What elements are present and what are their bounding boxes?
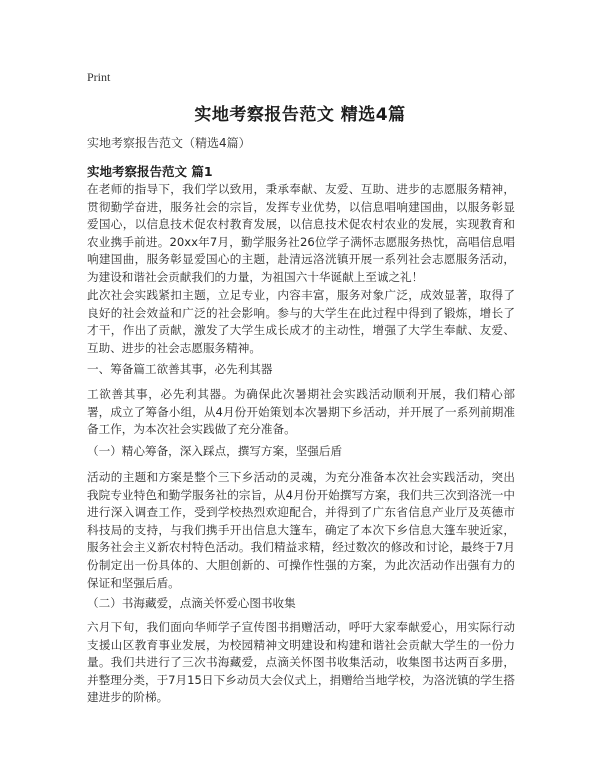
subheading-book-collection: （二）书海藏爱，点滴关怀爱心图书收集 [87, 596, 296, 610]
document-subtitle: 实地考察报告范文（精选4篇） [87, 136, 251, 150]
paragraph-book-collection: 六月下旬，我们面向华师学子宣传图书捐赠活动，呼吁大家奉献爱心，用实际行动支援山区教育事业发展，为校园精神文明建设和构建和谐社会贡献大学生的一份力量。我们共进行了三次书海藏爱，点滴关怀图书收集活动，收集图书达两百多册，并整理分类，于7月15日下乡动员大会仪式上，捐赠给当地学校，为洛洸镇的学生搭建进步的阶梯。 [87, 620, 515, 705]
paragraph-intro: 在老师的指导下，我们学以致用，秉承奉献、友爱、互助、进步的志愿服务精神，贯彻勤学奋进，服务社会的宗旨，发挥专业优势，以信息唱响建国曲，以服务彰显爱国心，以信息技术促农村教育发展，以信息技术促农村农业的发展，实现教育和农业携手前进。20xx年7月，勤学服务社26位学子满怀志愿服务热忱，高唱信息唱响建国曲，服务彰显爱国心的主题，赴清远洛洸镇开展一系列社会志愿服务活动，为建设和谐社会贡献我们的力量，为祖国六十华诞献上至诚之礼！ [87, 182, 515, 284]
print-label: Print [87, 70, 111, 84]
paragraph-preparation: 工欲善其事，必先利其器。为确保此次暑期社会实践活动顺利开展，我们精心部署，成立了筹备小组，从4月份开始策划本次暑期下乡活动，并开展了一系列前期准备工作，为本次社会实践做了充分准备。 [87, 387, 515, 437]
paragraph-summary: 此次社会实践紧扣主题，立足专业，内容丰富，服务对象广泛，成效显著，取得了良好的社会效益和广泛的社会影响。参与的大学生在此过程中得到了锻炼，增长了才干，作出了贡献，激发了大学生成长成才的主动性，增强了大学生奉献、友爱、互助、进步的社会志愿服务精神。 [87, 288, 515, 355]
paragraph-planning: 活动的主题和方案是整个三下乡活动的灵魂，为充分准备本次社会实践活动，突出我院专业特色和勤学服务社的宗旨，从4月份开始撰写方案，我们共三次到洛洸一中进行深入调查工作，受到学校热烈欢迎配合，并得到了广东省信息产业厅及英德市科技局的支持，与我们携手开出信息大篷车，确定了本次下乡信息大篷车驶近家，服务社会主义新农村特色活动。我们精益求精，经过数次的修改和讨论，最终于7月份制定出一份具体的、大胆创新的、可操作性强的方案，为此次活动作出强有力的保证和坚强后盾。 [87, 470, 515, 590]
subheading-planning: （一）精心筹备，深入踩点，撰写方案，坚强后盾 [87, 444, 343, 458]
subheading-preparation: 一、筹备篇工欲善其事，必先利其器 [87, 362, 273, 376]
section-heading: 实地考察报告范文 篇1 [87, 164, 213, 179]
document-title: 实地考察报告范文 精选4篇 [194, 105, 406, 125]
